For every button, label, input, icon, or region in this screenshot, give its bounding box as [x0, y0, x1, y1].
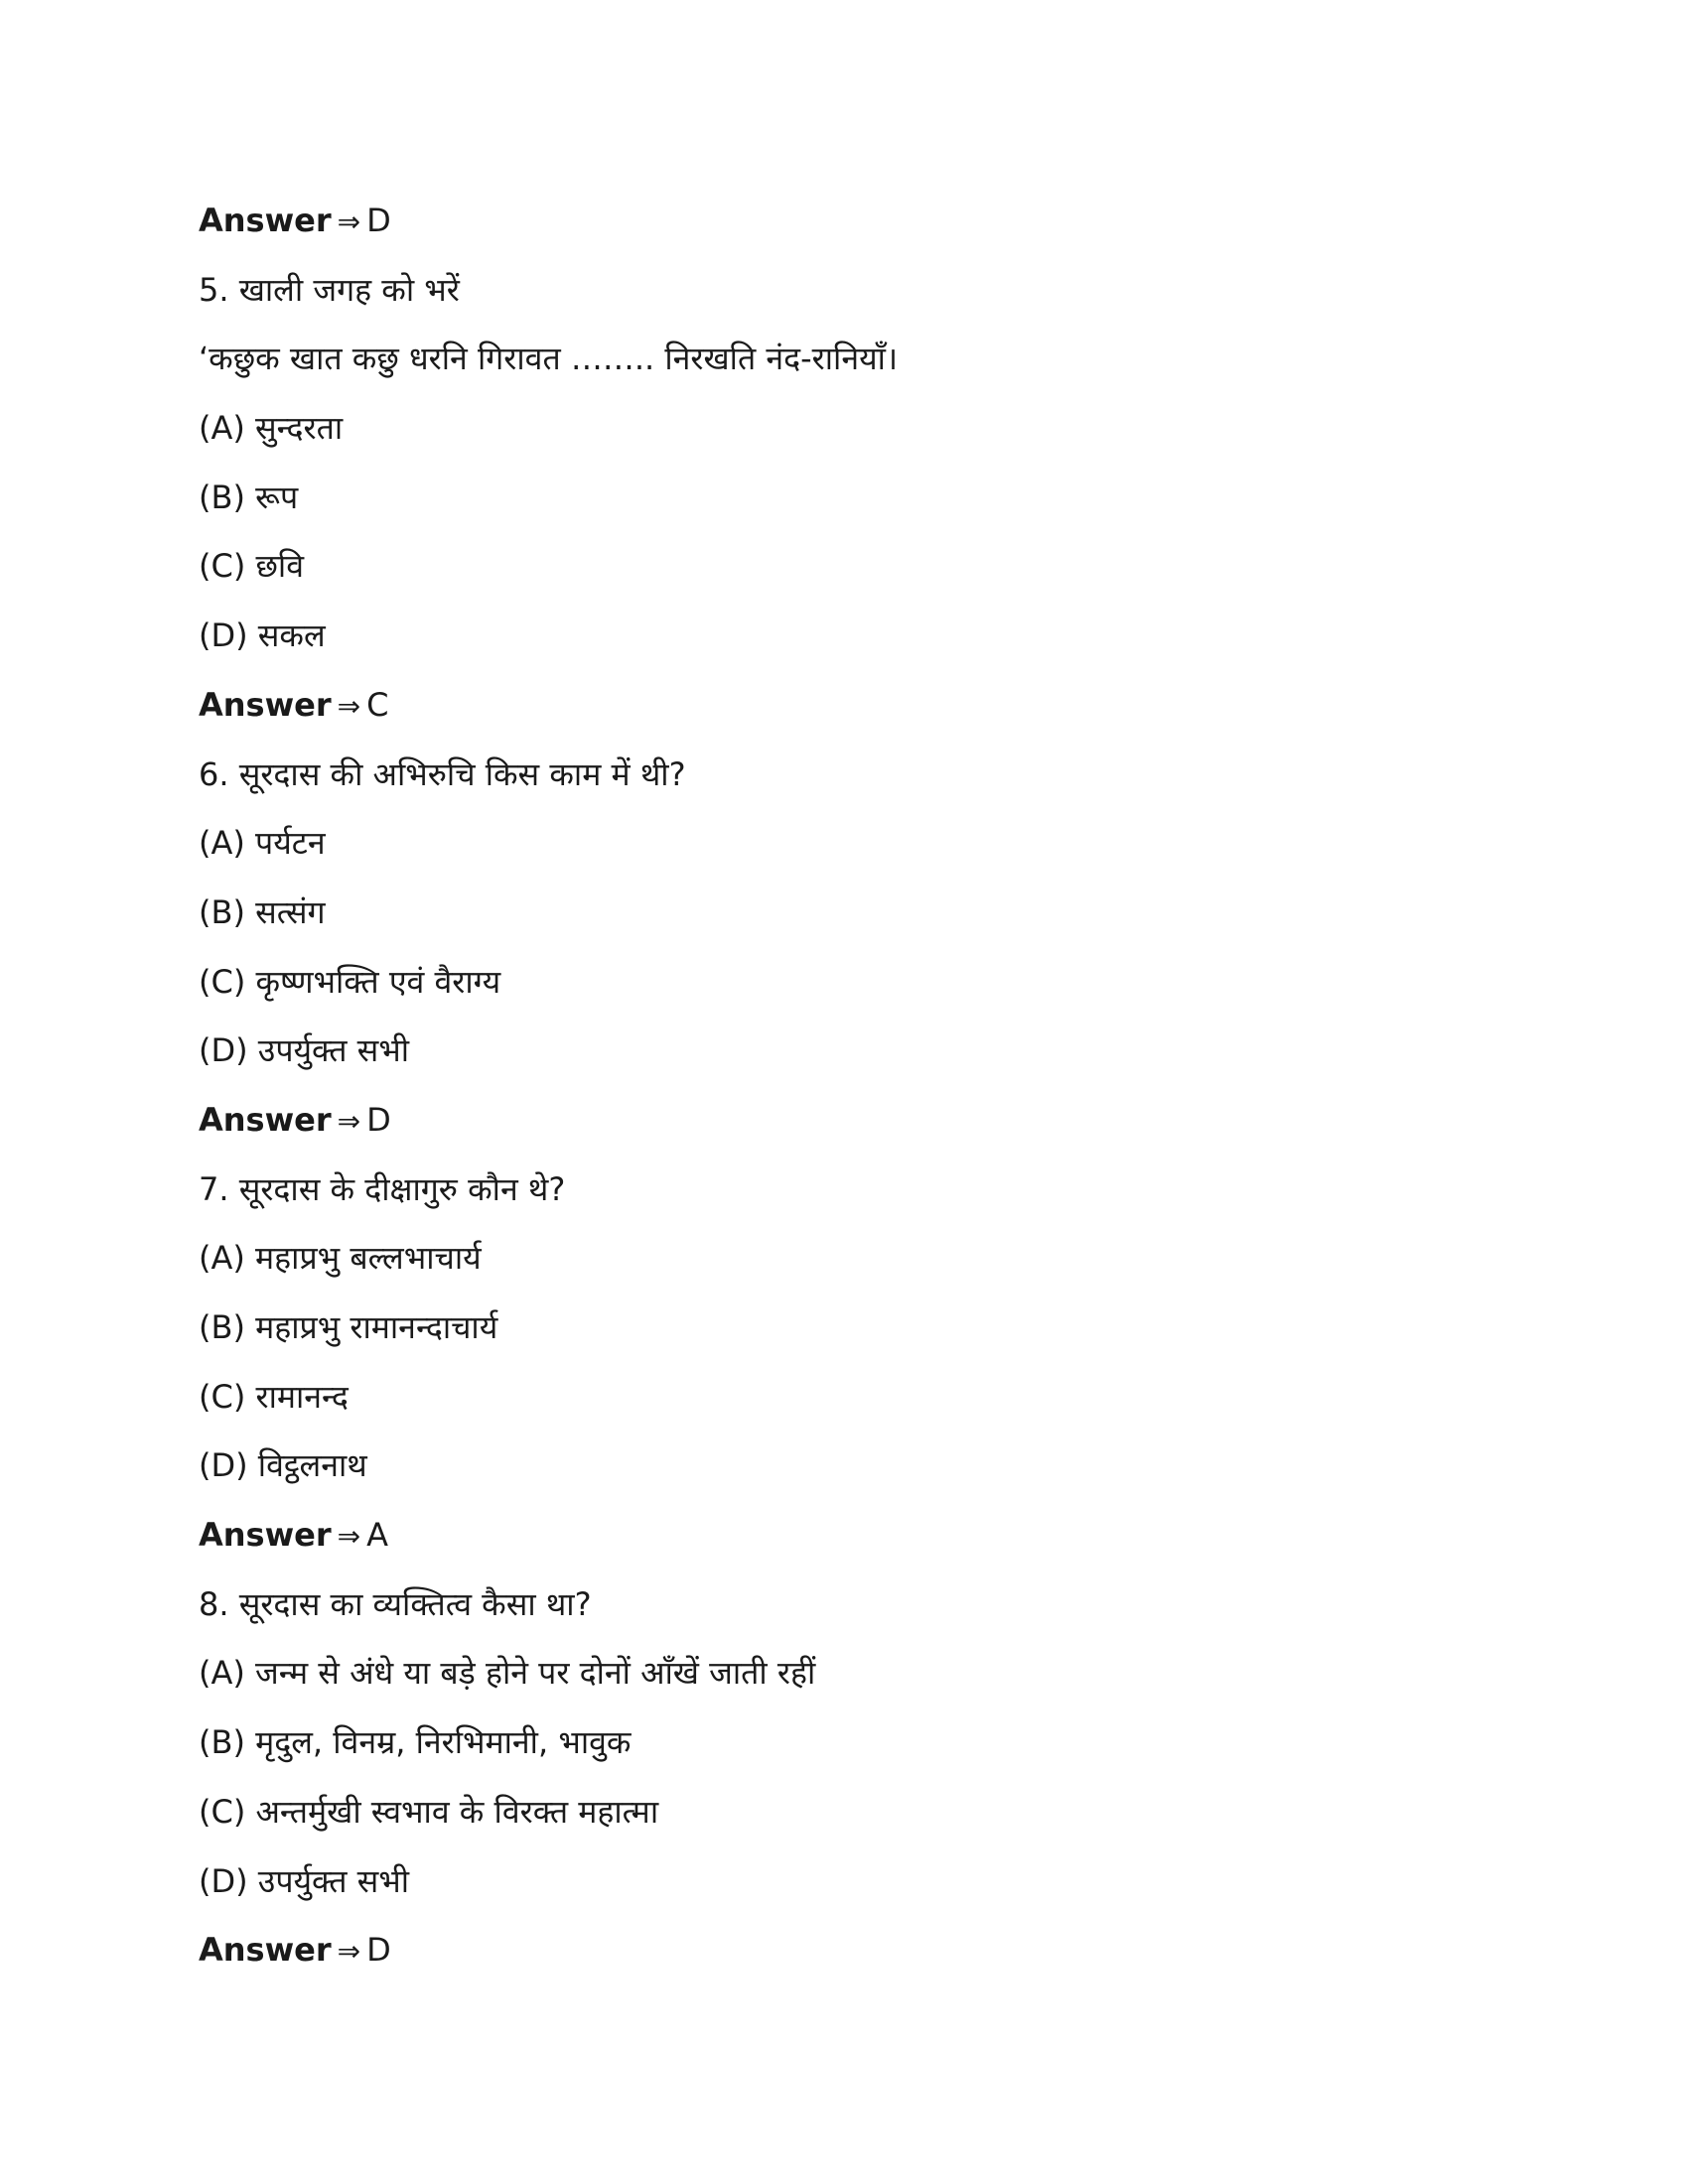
implies-arrow: ⇒: [337, 689, 361, 723]
question-8-option-b: (B) मृदुल, विनम्र, निरभिमानी, भावुक: [199, 1723, 632, 1762]
question-6-option-b: (B) सत्संग: [199, 892, 326, 931]
question-5: 5. खाली जगह को भरें: [199, 270, 460, 309]
answer-value: A: [366, 1516, 388, 1555]
answer-line-q7: [199, 1511, 1489, 1580]
question-6-option-a: (A) पर्यटन: [199, 824, 326, 863]
question-8-option-d: (D) उपर्युक्त सभी: [199, 1861, 410, 1900]
question-5-option-a: (A) सुन्दरता: [199, 409, 344, 448]
implies-arrow: ⇒: [337, 205, 361, 238]
answer-line-q6: [199, 1096, 1489, 1165]
question-6-option-d: (D) उपर्युक्त सभी: [199, 1031, 410, 1070]
question-6-option-c: (C) कृष्णभक्ति एवं वैराग्य: [199, 962, 501, 1001]
implies-arrow: ⇒: [337, 1935, 361, 1969]
answer-value: D: [366, 1100, 391, 1139]
question-8-option-a: (A) जन्म से अंधे या बड़े होने पर दोनों आँखें जाती रहीं: [199, 1654, 816, 1693]
question-list: [199, 197, 1489, 1995]
question-8: 8. सूरदास का व्यक्तित्व कैसा था?: [199, 1584, 592, 1623]
answer-line-q5: [199, 681, 1489, 751]
answer-label: Answer: [199, 1516, 332, 1555]
implies-arrow: ⇒: [337, 1520, 361, 1554]
answer-value: C: [366, 685, 389, 724]
answer-value: D: [366, 1931, 391, 1970]
answer-label: Answer: [199, 202, 332, 239]
answer-line-q8: [199, 1926, 1489, 1995]
answer-line-q4: [199, 197, 1489, 266]
question-7-option-a: (A) महाप्रभु बल्लभाचार्य: [199, 1239, 482, 1278]
implies-arrow: ⇒: [337, 1104, 361, 1138]
answer-label: Answer: [199, 1931, 332, 1970]
answer-label: Answer: [199, 1100, 332, 1139]
question-7-option-b: (B) महाप्रभु रामानन्दाचार्य: [199, 1308, 498, 1346]
answer-value: D: [366, 202, 391, 239]
question-5-verse: ‘कछुक खात कछु धरनि गिरावत …….. निरखति नंद-रानियाँ।: [199, 340, 899, 378]
question-8-option-c: (C) अन्तर्मुखी स्वभाव के विरक्त महात्मा: [199, 1792, 659, 1831]
question-5-option-b: (B) रूप: [199, 478, 299, 516]
question-7: 7. सूरदास के दीक्षागुरु कौन थे?: [199, 1169, 566, 1208]
answer-label: Answer: [199, 685, 332, 724]
question-7-option-c: (C) रामानन्द: [199, 1377, 349, 1416]
question-5-option-d: (D) सकल: [199, 616, 326, 655]
question-5-option-c: (C) छवि: [199, 547, 304, 586]
question-6: 6. सूरदास की अभिरुचि किस काम में थी?: [199, 754, 686, 793]
question-7-option-d: (D) विट्ठलनाथ: [199, 1446, 367, 1485]
